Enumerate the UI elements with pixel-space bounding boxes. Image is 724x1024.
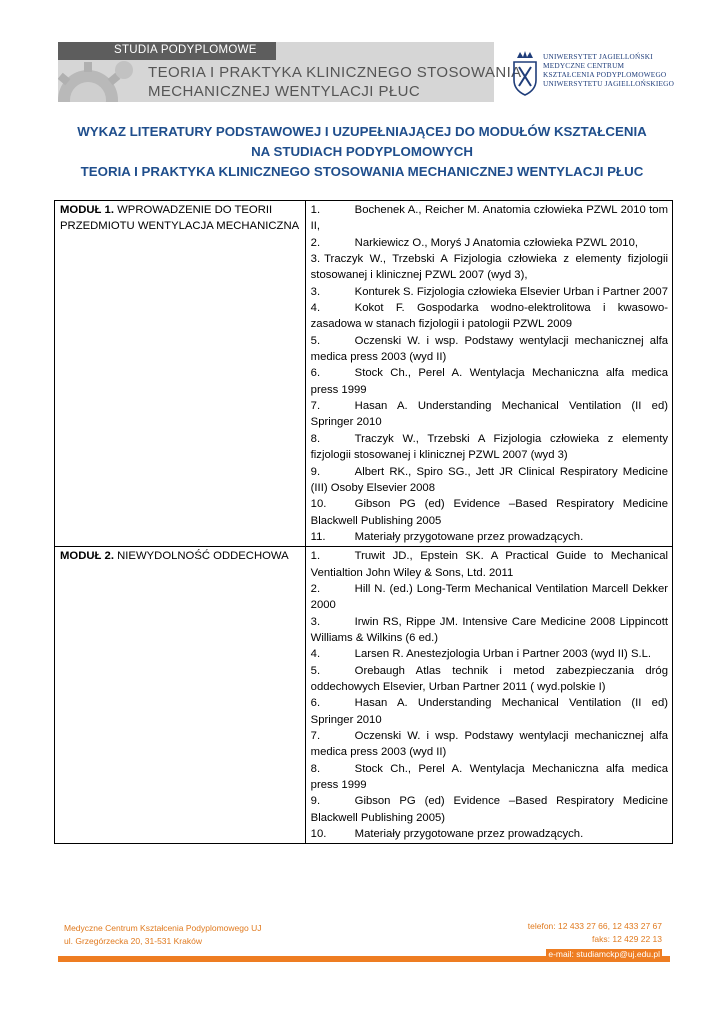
reference-text: Larsen R. Anestezjologia Urban i Partner 2003 (wyd II) S.L.	[354, 648, 652, 661]
reference-item	[311, 300, 668, 333]
module-references-cell	[305, 201, 672, 547]
footer-phone: telefon: 12 433 27 66, 12 433 27 67	[527, 921, 662, 931]
footer-org: Medyczne Centrum Kształcenia Podyplomowego UJ	[64, 923, 262, 933]
module-label: MODUŁ 2.	[60, 550, 114, 563]
reference-number: 8.	[310, 762, 321, 775]
reference-item	[311, 529, 668, 545]
reference-item	[311, 826, 668, 842]
reference-number: 8.	[310, 432, 321, 445]
module-title: NIEWYDOLNOŚĆ ODDECHOWA	[117, 550, 289, 563]
reference-text: Albert RK., Spiro SG., Jett JR Clinical Respiratory Medicine (III) Osoby Elsevier 2008	[310, 465, 668, 494]
reference-text: Truwit JD., Epstein SK. A Practical Guide to Mechanical Ventialtion John Wiley & Sons, Ltd. 2011	[310, 550, 668, 579]
reference-number: 9.	[310, 795, 321, 808]
footer-contact	[528, 920, 662, 946]
document-title-line-1: WYKAZ LITERATURY PODSTAWOWEJ I UZUPEŁNIAJĄCEJ DO MODUŁÓW KSZTAŁCENIA	[77, 124, 647, 139]
reference-number: 4.	[310, 302, 321, 315]
reference-item	[311, 496, 668, 529]
reference-item	[311, 695, 668, 728]
reference-number: 5.	[310, 664, 321, 677]
reference-text: Materiały przygotowane przez prowadzących.	[354, 530, 584, 543]
reference-text: Orebaugh Atlas technik i metod zabezpieczania dróg oddechowych Elsevier, Urban Partner 2011 ( wyd.polskie I)	[310, 664, 668, 693]
reference-item	[311, 202, 668, 235]
reference-text: Narkiewicz O., Moryś J Anatomia człowieka PZWL 2010,	[354, 236, 639, 249]
reference-text: Materiały przygotowane przez prowadzących.	[354, 828, 584, 841]
reference-item	[311, 398, 668, 431]
reference-number: 3.	[310, 615, 321, 628]
reference-number: 5.	[310, 334, 321, 347]
reference-number: 2.	[310, 236, 321, 249]
reference-item	[311, 548, 668, 581]
reference-text: Hill N. (ed.) Long-Term Mechanical Ventilation Marcell Dekker 2000	[310, 582, 668, 612]
reference-number: 1.	[310, 550, 321, 563]
reference-text: Hasan A. Understanding Mechanical Ventilation (II ed) Springer 2010	[310, 400, 668, 429]
reference-item	[311, 251, 668, 284]
reference-number: 6.	[310, 697, 321, 710]
reference-text: Gibson PG (ed) Evidence –Based Respiratory Medicine Blackwell Publishing 2005	[310, 498, 668, 527]
footer-fax: faks: 12 429 22 13	[592, 934, 662, 944]
reference-number: 11.	[310, 530, 326, 543]
reference-item	[311, 464, 668, 497]
reference-number: 10.	[310, 498, 327, 511]
reference-number: 7.	[310, 730, 321, 742]
module-name-cell	[55, 201, 306, 547]
reference-text: Stock Ch., Perel A. Wentylacja Mechaniczna alfa medica press 1999	[310, 367, 668, 396]
reference-text: Stock Ch., Perel A. Wentylacja Mechaniczna alfa medica press 1999	[310, 762, 668, 792]
module-title: WPROWADZENIE DO TEORII PRZEDMIOTU WENTYLACJA MECHANICZNA	[60, 204, 300, 233]
gear-icon	[58, 60, 136, 102]
footer-street: ul. Grzegórzecka 20, 31-531 Kraków	[64, 936, 202, 946]
header-tab	[58, 42, 276, 60]
reference-item	[311, 333, 668, 366]
reference-number: 3.	[310, 253, 321, 266]
reference-item	[311, 728, 668, 761]
university-crest-icon	[510, 50, 540, 96]
document-title-line-3: TEORIA I PRAKTYKA KLINICZNEGO STOSOWANIA MECHANICZNEJ WENTYLACJI PŁUC	[80, 164, 644, 179]
module-row	[55, 201, 673, 547]
logo-line: KSZTAŁCENIA PODYPLOMOWEGO	[543, 70, 667, 79]
reference-item	[311, 761, 668, 794]
header-line-1: TEORIA I PRAKTYKA KLINICZNEGO STOSOWANIA	[148, 64, 522, 81]
reference-number: 7.	[310, 400, 321, 413]
reference-item	[311, 663, 668, 696]
reference-item	[311, 284, 668, 300]
footer-address	[64, 922, 261, 948]
reference-item	[311, 614, 668, 647]
reference-item	[311, 365, 668, 398]
reference-text: Irwin RS, Rippe JM. Intensive Care Medicine 2008 Lippincott Williams & Wilkins (6 ed.)	[310, 615, 668, 644]
reference-item	[311, 431, 668, 464]
reference-number: 3.	[310, 285, 321, 298]
reference-text: Traczyk W., Trzebski A Fizjologia człowieka z elementy fizjologii stosowanej i klinicznej PZWL 2007 (wyd 3)	[310, 432, 668, 462]
reference-item	[311, 235, 668, 251]
literature-table	[54, 200, 673, 844]
reference-number: 1.	[310, 204, 321, 216]
logo-line: MEDYCZNE CENTRUM	[543, 61, 625, 70]
reference-text: Kokot F. Gospodarka wodno-elektrolitowa i kwasowo- zasadowa w stanach fizjologii i patologii PZWL 2009	[310, 302, 668, 331]
logo-line: UNIWERSYTETU JAGIELLOŃSKIEGO	[543, 79, 675, 88]
header-line-2: MECHANICZNEJ WENTYLACJI PŁUC	[148, 83, 421, 100]
university-logo-text	[543, 52, 674, 88]
reference-text: Oczenski W. i wsp. Podstawy wentylacji mechanicznej alfa medica press 2003 (wyd II)	[310, 334, 668, 364]
footer-email: e-mail: studiamckp@uj.edu.pl	[548, 949, 660, 959]
reference-item	[311, 793, 668, 826]
reference-number: 6.	[310, 367, 321, 380]
reference-number: 4.	[310, 648, 321, 661]
reference-number: 2.	[310, 582, 321, 595]
module-label: MODUŁ 1.	[60, 204, 114, 216]
reference-text: Oczenski W. i wsp. Podstawy wentylacji mechanicznej alfa medica press 2003 (wyd II)	[310, 730, 668, 759]
logo-line: UNIWERSYTET JAGIELLOŃSKI	[543, 52, 653, 61]
reference-text: Konturek S. Fizjologia człowieka Elsevier Urban i Partner 2007	[354, 285, 668, 298]
module-references-cell	[305, 547, 672, 844]
reference-item	[311, 581, 668, 614]
reference-number: 10.	[310, 828, 327, 841]
module-name-cell	[55, 547, 306, 844]
module-row	[55, 547, 673, 844]
reference-text: Bochenek A., Reicher M. Anatomia człowieka PZWL 2010 tom II,	[310, 204, 668, 233]
header-tab-label: STUDIA PODYPLOMOWE	[114, 44, 257, 56]
reference-text: Hasan A. Understanding Mechanical Ventilation (II ed) Springer 2010	[310, 697, 668, 726]
reference-number: 9.	[310, 465, 321, 478]
document-title-line-2: NA STUDIACH PODYPLOMOWYCH	[251, 144, 473, 159]
reference-text: Traczyk W., Trzebski A Fizjologia człowieka z elementy fizjologii stosowanej i klinicznej PZWL 2007 (wyd 3),	[310, 253, 668, 282]
reference-text: Gibson PG (ed) Evidence –Based Respiratory Medicine Blackwell Publishing 2005)	[310, 795, 668, 824]
reference-item	[311, 646, 668, 662]
